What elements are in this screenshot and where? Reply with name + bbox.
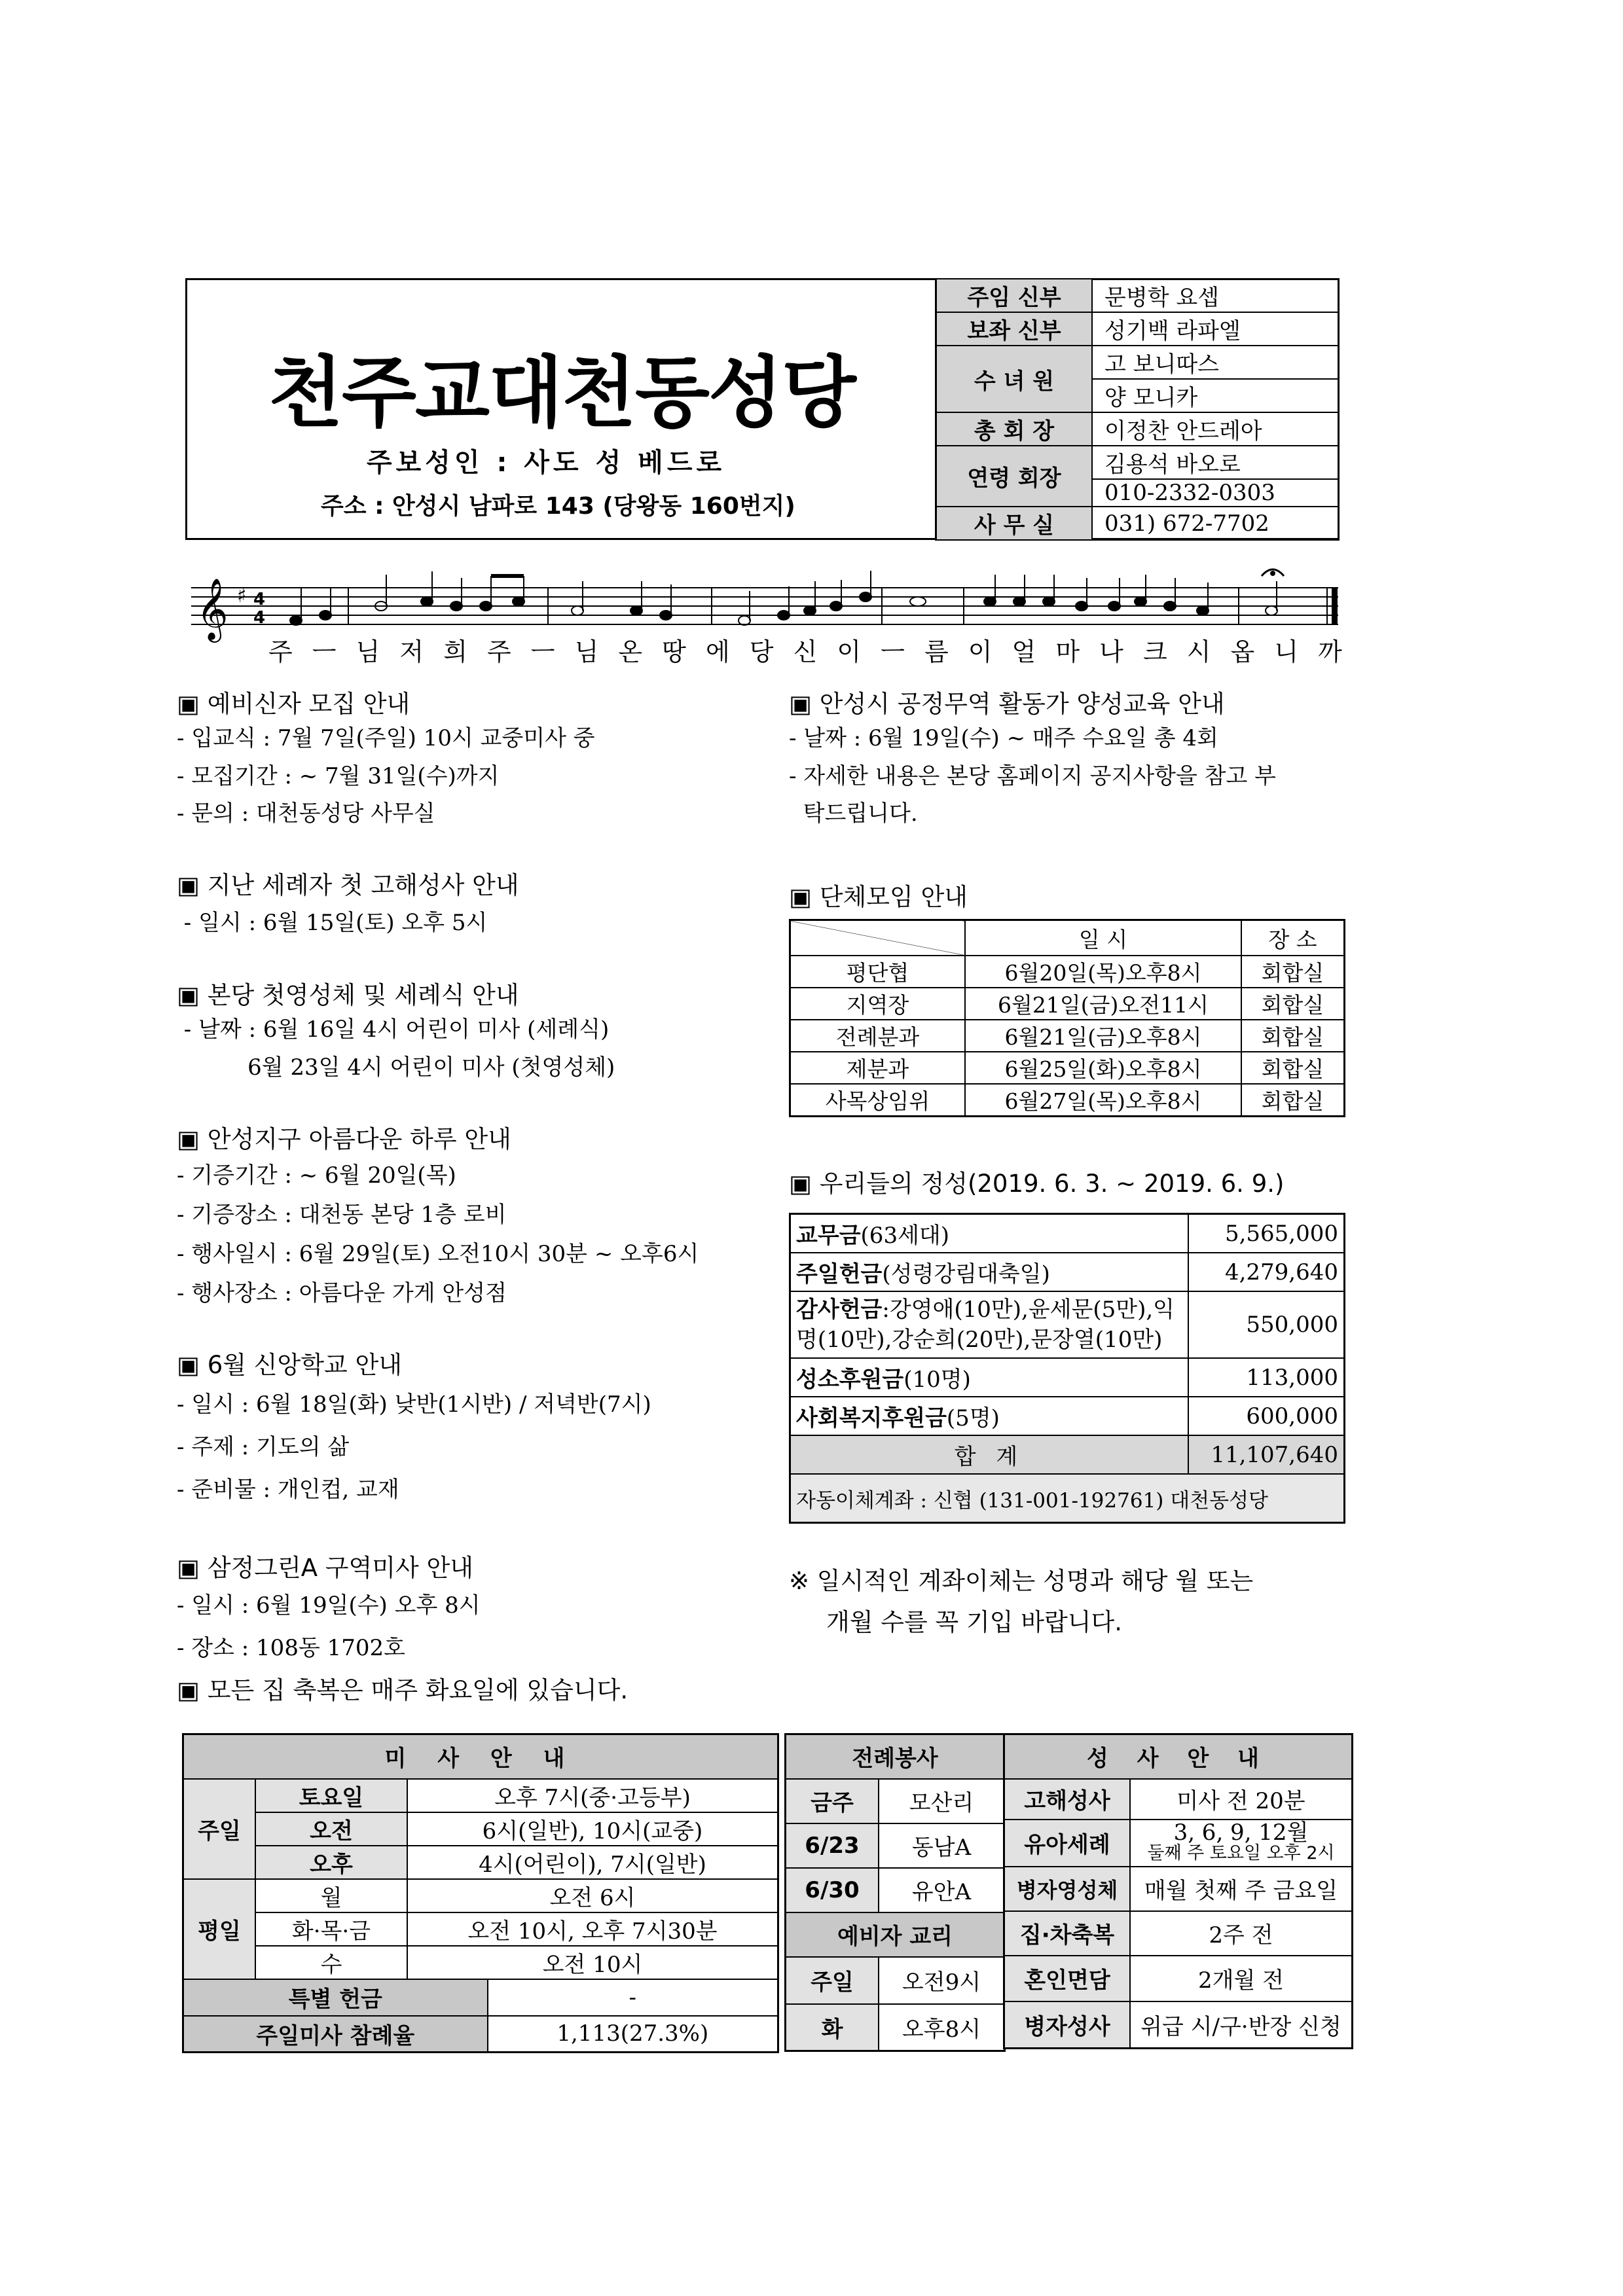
- sacraments-table: [1003, 1733, 1353, 2049]
- sacrament-name: 유아세례: [1004, 1820, 1131, 1867]
- sacrament-info-sub: 둘째 주 토요일 오후 2시: [1147, 1842, 1335, 1863]
- staff-name: 양 모니카: [1092, 379, 1339, 412]
- sacrament-name: 집·차축복: [1004, 1911, 1131, 1956]
- mass-time: 4시(어린이), 7시(일반): [407, 1846, 778, 1879]
- offering-title: ▣ 우리들의 정성: [789, 1170, 968, 1198]
- offering-detail: :강영애(10만),윤세문(5만),익명(10만),강순희(20만),문장열(10만): [796, 1297, 1175, 1353]
- section-title: ▣ 본당 첫영성체 및 세례식 안내: [177, 981, 519, 1009]
- notice-line: ※ 일시적인 계좌이체는 성명과 해당 월 또는: [789, 1567, 1254, 1595]
- group-time: 6월20일(목)오후8시: [965, 956, 1241, 988]
- offering-label: 주일헌금: [796, 1261, 883, 1287]
- catechism-day: 주일: [786, 1957, 879, 2004]
- staff-name: 이정찬 안드레아: [1092, 412, 1339, 446]
- staff-role: 연령 회장: [936, 446, 1093, 507]
- sacrament-info: 미사 전 20분: [1130, 1779, 1353, 1820]
- section-line: - 입교식 : 7월 7일(주일) 10시 교중미사 중: [177, 725, 595, 751]
- offering-total-label: 합 계: [790, 1435, 1189, 1474]
- patron-saint: 주보성인 : 사도 성 베드로: [367, 448, 726, 478]
- staff-name: 고 보니따스: [1092, 346, 1339, 379]
- offering-label: 감사헌금: [796, 1297, 883, 1323]
- liturgy-date: 6/30: [786, 1868, 879, 1912]
- offering-value: 600,000: [1188, 1397, 1345, 1435]
- mass-schedule-table: [182, 1733, 779, 2053]
- staff-role: 사 무 실: [936, 507, 1093, 540]
- section-line: - 행사일시 : 6월 29일(토) 오전10시 30분 ~ 오후6시: [177, 1241, 699, 1267]
- group-meeting-table: [789, 919, 1345, 1117]
- liturgy-group: 유안A: [879, 1868, 1005, 1912]
- mass-time: 6시(일반), 10시(교중): [407, 1812, 778, 1846]
- staff-name: 문병학 요셉: [1092, 279, 1339, 312]
- group-time: 6월21일(금)오후8시: [965, 1020, 1241, 1052]
- section-title: ▣ 6월 신앙학교 안내: [177, 1351, 402, 1379]
- section-line: - 일시 : 6월 18일(화) 낮반(1시반) / 저녁반(7시): [177, 1391, 651, 1418]
- staff-table: [935, 278, 1340, 541]
- group-place: 회합실: [1241, 956, 1345, 988]
- offering-total-value: 11,107,640: [1188, 1435, 1345, 1474]
- section-line: - 문의 : 대천동성당 사무실: [177, 800, 435, 827]
- group-name: 평단협: [790, 956, 966, 988]
- sacrament-info: 매월 첫째 주 금요일: [1130, 1867, 1353, 1911]
- staff-phone: 010-2332-0303: [1092, 479, 1339, 507]
- sunday-label: 주일: [183, 1779, 256, 1879]
- group-place: 회합실: [1241, 988, 1345, 1020]
- mass-time: 오전 6시: [407, 1879, 778, 1912]
- catechism-time: 오전9시: [879, 1957, 1005, 2004]
- section-line: - 일시 : 6월 15일(토) 오후 5시: [177, 910, 488, 936]
- section-title: ▣ 단체모임 안내: [789, 883, 968, 911]
- sacrament-name: 병자영성체: [1004, 1867, 1131, 1911]
- section-line: - 행사장소 : 아름다운 가게 안성점: [177, 1280, 507, 1306]
- offering-detail: (63세대): [860, 1223, 950, 1249]
- attendance-value: 1,113(27.3%): [488, 2016, 778, 2053]
- group-time: 6월21일(금)오전11시: [965, 988, 1241, 1020]
- section-line: - 기증기간 : ~ 6월 20일(목): [177, 1162, 456, 1189]
- staff-role: 수 녀 원: [936, 346, 1093, 412]
- section-line: - 장소 : 108동 1702호: [177, 1635, 405, 1661]
- sacrament-name: 고해성사: [1004, 1779, 1131, 1820]
- liturgy-group: 동남A: [879, 1823, 1005, 1868]
- offering-value: 550,000: [1188, 1291, 1345, 1358]
- col-header-place: 장 소: [1241, 920, 1345, 956]
- sacrament-info: 2개월 전: [1130, 1956, 1353, 2001]
- offering-period: (2019. 6. 3. ~ 2019. 6. 9.): [967, 1170, 1285, 1198]
- sacrament-name: 병자성사: [1004, 2001, 1131, 2049]
- group-place: 회합실: [1241, 1052, 1345, 1084]
- liturgy-date: 6/23: [786, 1823, 879, 1868]
- section-line: - 날짜 : 6월 16일 4시 어린이 미사 (세례식): [177, 1016, 610, 1043]
- staff-name: 성기백 라파엘: [1092, 312, 1339, 346]
- group-time: 6월25일(화)오후8시: [965, 1052, 1241, 1084]
- liturgy-title: 전례봉사: [786, 1734, 1005, 1779]
- offering-label: 교무금: [796, 1223, 861, 1249]
- section-line: - 일시 : 6월 19일(수) 오후 8시: [177, 1592, 481, 1619]
- mass-time: 오전 10시, 오후 7시30분: [407, 1912, 778, 1946]
- attendance-label: 주일미사 참례율: [183, 2016, 488, 2053]
- section-line: - 모집기간 : ~ 7월 31일(수)까지: [177, 763, 500, 789]
- offering-detail: (성령강림대축일): [882, 1261, 1050, 1287]
- section-line: - 기증장소 : 대천동 본당 1층 로비: [177, 1202, 507, 1228]
- special-offering-value: -: [488, 1979, 778, 2016]
- offering-value: 4,279,640: [1188, 1253, 1345, 1291]
- sacrament-info: 3, 6, 9, 12월: [1173, 1819, 1309, 1846]
- notice-line: 개월 수를 꼭 기입 바랍니다.: [826, 1608, 1122, 1636]
- catechism-title: 예비자 교리: [786, 1912, 1005, 1957]
- mass-day: 토요일: [255, 1779, 407, 1812]
- offering-detail: (10명): [903, 1367, 971, 1393]
- svg-text:4: 4: [253, 590, 266, 609]
- church-address: 주소 : 안성시 남파로 143 (당왕동 160번지): [321, 493, 795, 520]
- section-title: ▣ 안성시 공정무역 활동가 양성교육 안내: [789, 690, 1225, 718]
- offering-value: 5,565,000: [1188, 1214, 1345, 1253]
- section-line: - 날짜 : 6월 19일(수) ~ 매주 수요일 총 4회: [789, 725, 1218, 751]
- liturgy-group: 모산리: [879, 1779, 1005, 1823]
- mass-title: 미 사 안 내: [183, 1734, 778, 1779]
- group-name: 지역장: [790, 988, 966, 1020]
- mass-day: 월: [255, 1879, 407, 1912]
- section-line: - 주제 : 기도의 삶: [177, 1434, 350, 1460]
- section-title: [789, 1164, 1284, 1199]
- diagonal-header: [790, 920, 966, 956]
- sacrament-name: 혼인면담: [1004, 1956, 1131, 2001]
- group-time: 6월27일(목)오후8시: [965, 1084, 1241, 1117]
- section-title: ▣ 지난 세례자 첫 고해성사 안내: [177, 871, 519, 899]
- treble-clef-icon: 𝄞: [196, 578, 228, 640]
- sacrament-info: 위급 시/구·반장 신청: [1130, 2001, 1353, 2049]
- bank-account: 자동이체계좌 : 신협 (131-001-192761) 대천동성당: [790, 1474, 1345, 1523]
- offering-detail: (5명): [946, 1405, 1000, 1431]
- section-line: 탁드립니다.: [789, 800, 918, 827]
- liturgy-date: 금주: [786, 1779, 879, 1823]
- sacraments-title: 성 사 안 내: [1004, 1734, 1353, 1779]
- svg-text:4: 4: [253, 608, 266, 628]
- group-place: 회합실: [1241, 1020, 1345, 1052]
- catechism-day: 화: [786, 2004, 879, 2051]
- mass-day: 화·목·금: [255, 1912, 407, 1946]
- sharp-icon: ♯: [237, 584, 247, 607]
- group-name: 사목상임위: [790, 1084, 966, 1117]
- group-place: 회합실: [1241, 1084, 1345, 1117]
- staff-role: 보좌 신부: [936, 312, 1093, 346]
- sacrament-info: 2주 전: [1130, 1911, 1353, 1956]
- col-header-time: 일 시: [965, 920, 1241, 956]
- offering-label: 성소후원금: [796, 1367, 904, 1393]
- weekday-label: 평일: [183, 1879, 256, 1979]
- mass-day: 오후: [255, 1846, 407, 1879]
- staff-name: 031) 672-7702: [1092, 507, 1339, 540]
- section-line: 6월 23일 4시 어린이 미사 (첫영성체): [177, 1054, 615, 1081]
- group-name: 제분과: [790, 1052, 966, 1084]
- section-line: - 준비물 : 개인컵, 교재: [177, 1477, 399, 1503]
- liturgy-table: [784, 1733, 1006, 2052]
- mass-day: 수: [255, 1946, 407, 1979]
- section-title: ▣ 삼정그린A 구역미사 안내: [177, 1554, 473, 1582]
- staff-role: 총 회 장: [936, 412, 1093, 446]
- mass-time: 오후 7시(중·고등부): [407, 1779, 778, 1812]
- offering-table: [789, 1213, 1345, 1524]
- section-title: ▣ 예비신자 모집 안내: [177, 690, 410, 718]
- section-line: - 자세한 내용은 본당 홈페이지 공지사항을 참고 부: [789, 763, 1277, 789]
- staff-name: 김용석 바오로: [1092, 446, 1339, 479]
- group-name: 전례분과: [790, 1020, 966, 1052]
- special-offering-label: 특별 헌금: [183, 1979, 488, 2016]
- lyrics-line: 주 ㅡ 님 저 희 주 ㅡ 님 온 땅 에 당 신 이 ㅡ 름 이 얼 마 나 크 시 옵 니 까: [268, 637, 1342, 666]
- mass-time: 오전 10시: [407, 1946, 778, 1979]
- section-title: ▣ 모든 집 축복은 매주 화요일에 있습니다.: [177, 1676, 629, 1704]
- staff-role: 주임 신부: [936, 279, 1093, 312]
- offering-label: 사회복지후원금: [796, 1405, 947, 1431]
- mass-day: 오전: [255, 1812, 407, 1846]
- offering-value: 113,000: [1188, 1358, 1345, 1397]
- section-title: ▣ 안성지구 아름다운 하루 안내: [177, 1125, 511, 1153]
- catechism-time: 오후8시: [879, 2004, 1005, 2051]
- church-name: 천주교대천동성당: [268, 348, 855, 438]
